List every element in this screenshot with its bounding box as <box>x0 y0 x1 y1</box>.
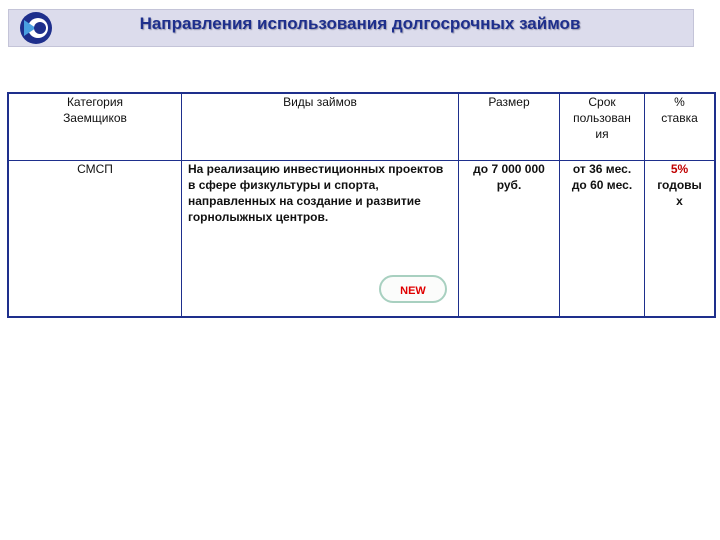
column-header-amount: Размер <box>459 93 560 161</box>
column-header-rate: % ставка <box>645 93 716 161</box>
column-header-term: Срок пользован ия <box>560 93 645 161</box>
rate-label: годовы х <box>657 178 702 208</box>
term-to: до 60 мес. <box>571 178 633 192</box>
table-header-row <box>8 93 715 161</box>
cell-term <box>560 161 645 318</box>
term-from: от 36 мес. <box>572 162 632 176</box>
loans-table <box>7 92 716 318</box>
rate-value: 5% <box>670 162 689 176</box>
table-row <box>8 161 715 318</box>
column-header-loan-types: Виды займов <box>182 93 459 161</box>
cell-category: СМСП <box>8 161 182 318</box>
cell-amount: до 7 000 000 руб. <box>459 161 560 318</box>
cell-loan-type: На реализацию инвестиционных проектов в сфере физкультуры и спорта, направленных на создание и развитие горнолыжных центров. <box>182 161 459 318</box>
column-header-category: Категория Заемщиков <box>8 93 182 161</box>
page-title: Направления использования долгосрочных займов <box>139 14 581 33</box>
cell-rate <box>645 161 716 318</box>
new-badge: NEW <box>379 275 447 303</box>
